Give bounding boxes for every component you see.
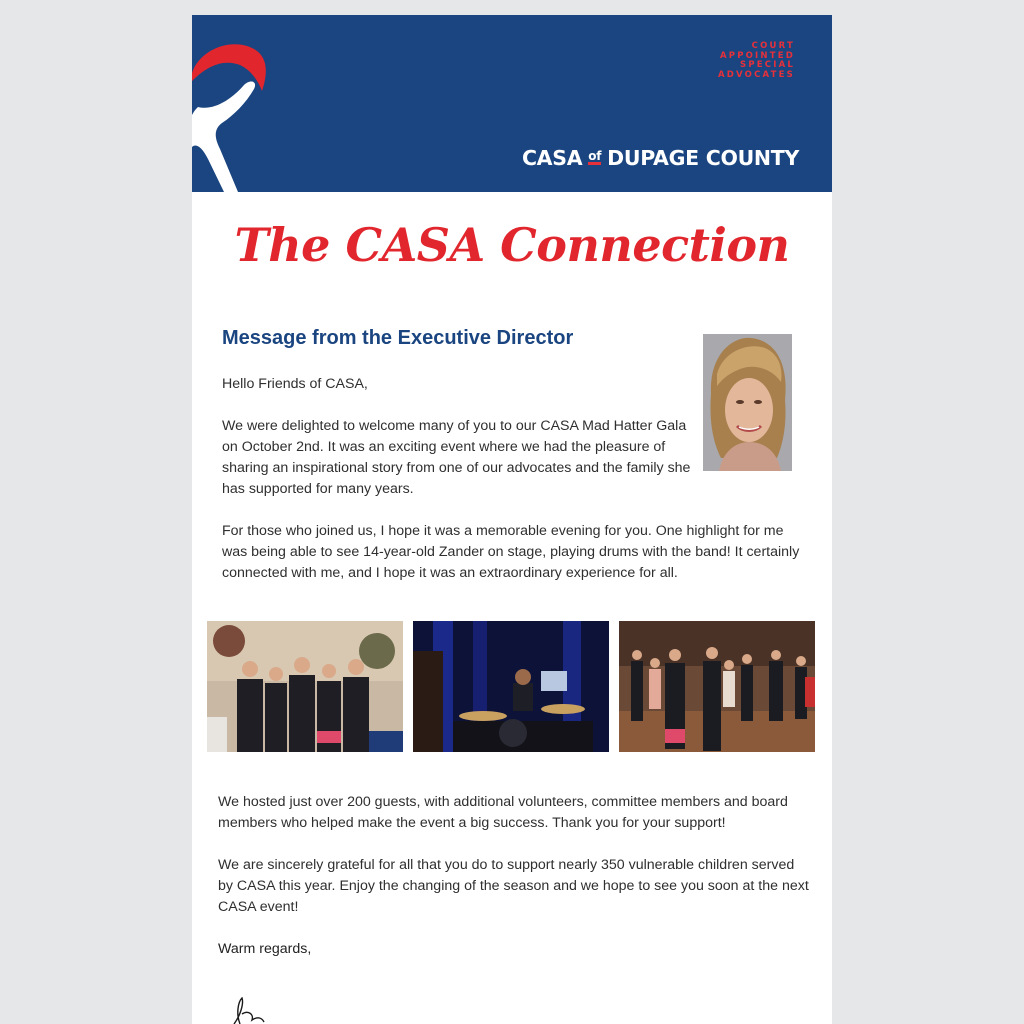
casa-logo-icon (192, 15, 282, 192)
message-paragraph: We are sincerely grateful for all that you do to support nearly 350 vulnerable children served by CASA this year. Enjoy the changing of the season and we hope to see you soon at the next CASA event! (218, 857, 809, 915)
newsletter-title: The CASA Connection (234, 218, 790, 272)
drummer-on-stage-photo (413, 621, 609, 752)
tagline-line: ADVOCATES (718, 69, 795, 80)
tagline-line: SPECIAL (740, 60, 795, 71)
org-name-county: DUPAGE COUNTY (607, 146, 799, 170)
message-paragraph: For those who joined us, I hope it was a memorable evening for you. One highlight for me was being able to see 14-year-old Zander on stage, playing drums with the band! It certainly connected with me, and I hope it was an extraordinary experience for all. (222, 523, 800, 581)
section-heading: Message from the Executive Director (222, 327, 574, 349)
email-body (192, 15, 832, 1024)
closing-text: Warm regards, (218, 941, 312, 957)
tagline-line: APPOINTED (719, 50, 795, 61)
header-banner (192, 15, 832, 192)
org-name-casa: CASA (521, 146, 583, 170)
gala-group-photo (207, 621, 403, 752)
org-name-of: of (588, 149, 602, 163)
executive-director-photo (703, 334, 792, 471)
tagline-line: COURT (751, 41, 795, 51)
signature-image (218, 990, 308, 1024)
tagline-court-appointed-special-advocates (718, 42, 795, 80)
greeting-text: Hello Friends of CASA, (222, 376, 368, 392)
message-paragraph: We were delighted to welcome many of you to our CASA Mad Hatter Gala on October 2nd. It was an exciting event where we had the pleasure of sharing an inspirational story from one of our advocates and the family she has supported for many years. (222, 418, 691, 497)
message-paragraph: We hosted just over 200 guests, with additional volunteers, committee members and board members who helped make the event a big success. Thank you for your support! (218, 794, 788, 831)
organization-name (522, 144, 799, 170)
gala-photo-gallery (207, 621, 817, 752)
dance-floor-photo (619, 621, 815, 752)
